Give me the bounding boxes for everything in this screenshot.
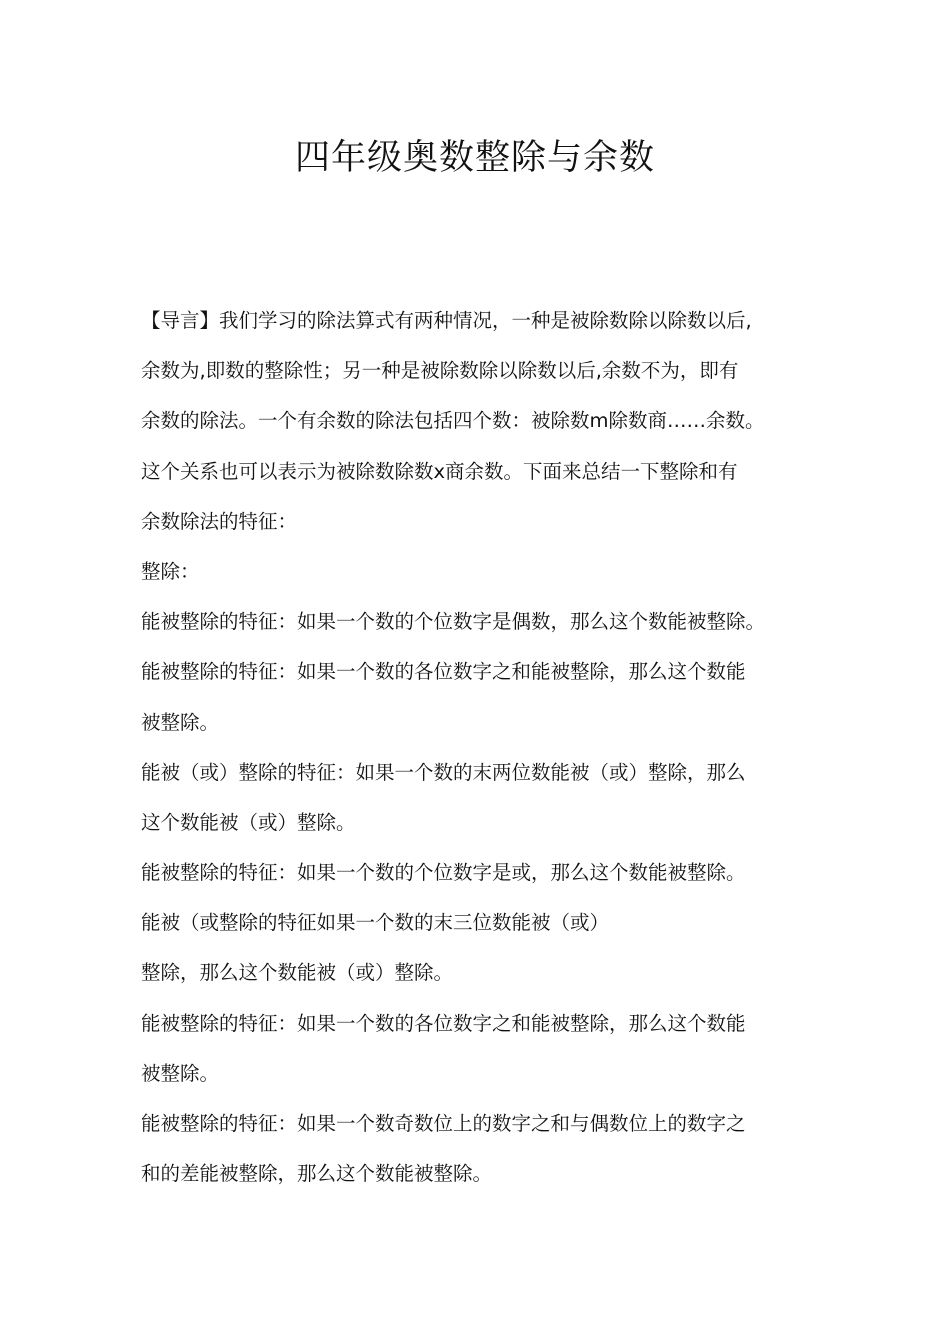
- text-line: 能被整除的特征：如果一个数的个位数字是偶数，那么这个数能被整除。: [141, 610, 766, 634]
- document-title: 四年级奥数整除与余数: [294, 138, 655, 178]
- text-line: 余数除法的特征：: [141, 509, 298, 533]
- text-line: 被整除。: [141, 710, 220, 734]
- text-line: 能被（或）整除的特征：如果一个数的末两位数能被（或）整除，那么: [141, 760, 746, 784]
- document-body: [141, 296, 831, 1199]
- text-line: 能被（或整除的特征如果一个数的末三位数能被（或）: [141, 911, 610, 935]
- text-line: 余数的除法。一个有余数的除法包括四个数：被除数m除数商……余数。: [141, 409, 765, 433]
- text-line: 余数为,即数的整除性；另一种是被除数除以除数以后,余数不为，即有: [141, 359, 739, 383]
- text-line: 能被整除的特征：如果一个数的个位数字是或，那么这个数能被整除。: [141, 861, 746, 885]
- text-line: 能被整除的特征：如果一个数的各位数字之和能被整除，那么这个数能: [141, 660, 746, 684]
- text-line: 这个关系也可以表示为被除数除数x商余数。下面来总结一下整除和有: [141, 459, 738, 483]
- text-line: 整除，那么这个数能被（或）整除。: [141, 961, 454, 985]
- text-line: 【导言】我们学习的除法算式有两种情况，一种是被除数除以除数以后,: [141, 309, 752, 332]
- text-line: 能被整除的特征：如果一个数的各位数字之和能被整除，那么这个数能: [141, 1011, 746, 1035]
- text-line: 和的差能被整除，那么这个数能被整除。: [141, 1162, 493, 1186]
- text-line: 这个数能被（或）整除。: [141, 810, 356, 834]
- text-line: 被整除。: [141, 1061, 220, 1085]
- text-line: 能被整除的特征：如果一个数奇数位上的数字之和与偶数位上的数字之: [141, 1112, 746, 1135]
- section-heading: 整除：: [141, 559, 200, 583]
